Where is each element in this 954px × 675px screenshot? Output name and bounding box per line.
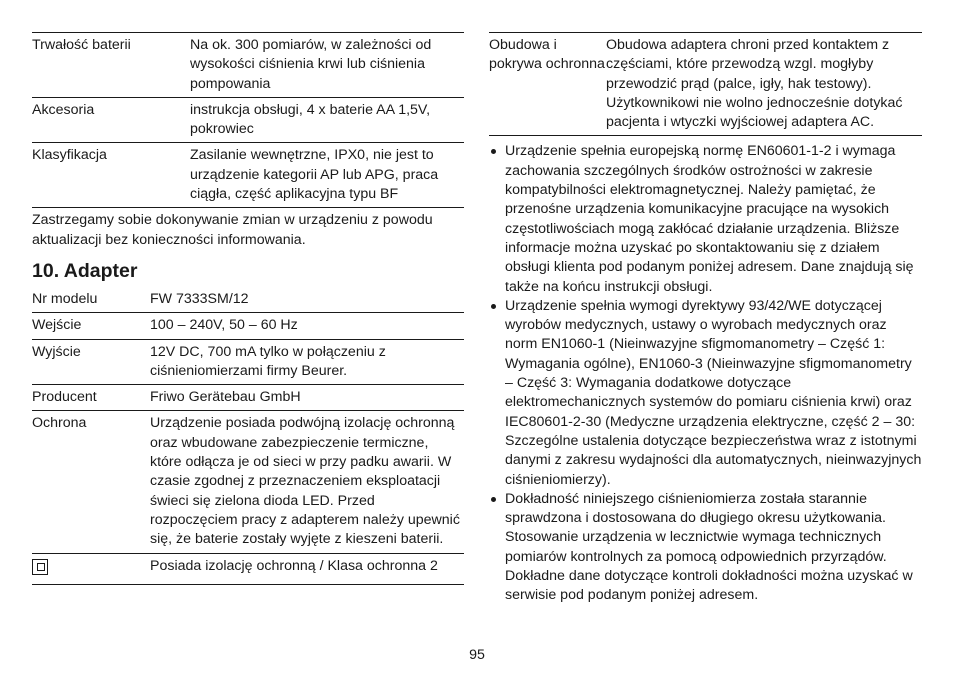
- spec-key: Klasyfikacja: [32, 147, 107, 164]
- spec-value: 12V DC, 700 mA tylko w połączeniu z ciśnieniomierzami firmy Beurer.: [150, 343, 386, 379]
- battery-spec-table: [32, 32, 464, 208]
- table-row: [32, 97, 464, 143]
- table-row: [32, 339, 464, 385]
- spec-value: Urządzenie posiada podwójną izolację ochronną oraz wbudowane zabezpieczenie termiczne, które odłącza je od sieci w przy padku awarii. W czasie zgodnej z przeznaczeniem eksploatacji świeci się zielona dioda LED. Przed rozpoczęciem pracy z adapterem należy upewnić się, że baterie zostały wyjęte z kieszeni baterii.: [150, 415, 460, 548]
- spec-key: Akcesoria: [32, 101, 95, 118]
- housing-spec-table: [489, 32, 922, 136]
- list-item: Urządzenie spełnia europejską normę EN60601-1-2 i wymaga zachowania szczególnych środków ostrożności w zakresie kompatybilności elektromagnetycznej. Należy pamiętać, że przenośne urządzenia komunikacyjne pracujące na wysokich częstotliwościach mogą zakłócać działanie urządzenia. Bliższe informacje można uzyskać po skontaktowaniu się z działem obsługi klienta pod podanym poniżej adresem. Dane znajdują się także na końcu instrukcji obsługi.: [489, 142, 922, 296]
- table-row: [32, 385, 464, 411]
- table-row: [32, 411, 464, 553]
- spec-key: Trwałość baterii: [32, 37, 131, 53]
- table-row: [32, 313, 464, 339]
- table-row: [32, 33, 464, 98]
- class2-symbol-cell: [32, 553, 150, 584]
- spec-key: Wejście: [32, 317, 82, 334]
- spec-value: Friwo Gerätebau GmbH: [150, 389, 301, 406]
- page-number: 95: [469, 647, 485, 663]
- modification-notice: Zastrzegamy sobie dokonywanie zmian w urządzeniu z powodu aktualizacji bez konieczności informowania.: [32, 212, 433, 248]
- spec-value: Zasilanie wewnętrzne, IPX0, nie jest to urządzenie kategorii AP lub APG, praca ciągła, część aplikacyjna typu BF: [190, 147, 439, 203]
- list-item: Urządzenie spełnia wymogi dyrektywy 93/42/WE dotyczącej wyrobów medycznych, ustawy o wyrobach medycznych oraz norm EN1060-1 (Nieinwazyjne sfigmomanometry – Część 1: Wymagania ogólne), EN1060-3 (Nieinwazyjne sfigmomanometry – Część 3: Wymagania dodatkowe dotyczące elektromechanicznych systemów do pomiaru ciśnienia krwi) oraz IEC80601-2-30 (Medyczne urządzenia elektryczne, część 2 – 30: Szczególne ustalenia dotyczące bezpieczeństwa wraz z istotnymi danymi z zakresu wydajności dla automatycznych, nieinwazyjnych ciśnieniomierzy).: [489, 297, 922, 490]
- spec-key: Nr modelu: [32, 290, 98, 307]
- spec-value: 100 – 240V, 50 – 60 Hz: [150, 317, 298, 334]
- double-insulation-icon: [32, 559, 48, 575]
- compliance-bullet-list: [489, 142, 922, 605]
- table-row: [32, 143, 464, 208]
- table-row: [489, 33, 922, 136]
- adapter-spec-table: [32, 287, 464, 585]
- right-column: [489, 0, 922, 606]
- spec-key: Obudowa i pokrywa ochronna: [489, 37, 605, 73]
- spec-value: FW 7333SM/12: [150, 290, 249, 307]
- left-column: [32, 0, 464, 585]
- spec-value: Posiada izolację ochronną / Klasa ochronna 2: [150, 557, 438, 574]
- spec-value: Obudowa adaptera chroni przed kontaktem z częściami, które przewodzą wzgl. mogłyby przewodzić prąd (palce, igły, hak testowy). Użytkownikowi nie wolno jednocześnie dotykać pacjenta i wtyczki wyjściowej adaptera AC.: [606, 37, 903, 131]
- spec-key: Wyjście: [32, 343, 81, 360]
- adapter-heading: 10. Adapter: [32, 259, 138, 282]
- spec-key: Ochrona: [32, 415, 87, 432]
- table-row: [32, 553, 464, 584]
- spec-value: instrukcja obsługi, 4 x baterie AA 1,5V, pokrowiec: [190, 101, 431, 138]
- list-item: Dokładność niniejszego ciśnieniomierza została starannie sprawdzona i dostosowana do długiego okresu użytkowania. Stosowanie urządzenia w lecznictwie wymaga technicznych pomiarów kontrolnych za pomocą odpowiednich przyrządów. Dokładne dane dotyczące kontroli dokładności można uzyskać w serwisie pod podanym poniżej adresem.: [489, 490, 922, 606]
- spec-value: Na ok. 300 pomiarów, w zależności od wysokości ciśnienia krwi lub ciśnienia pompowania: [190, 37, 432, 92]
- table-row: [32, 287, 464, 313]
- spec-key: Producent: [32, 389, 97, 406]
